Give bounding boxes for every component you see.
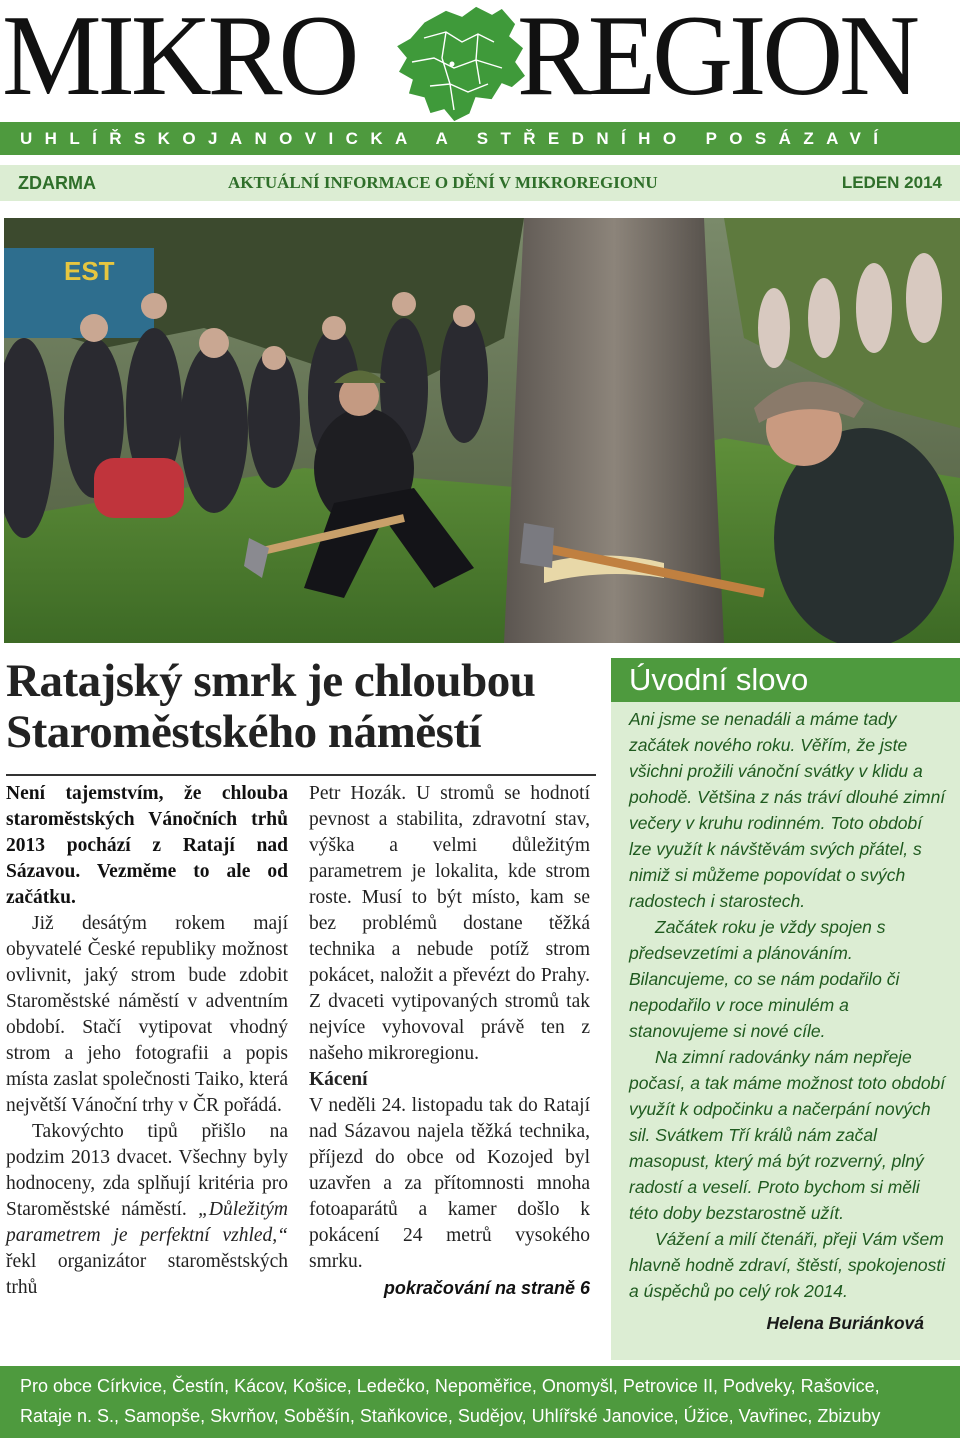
- sidebar-signature: Helena Buriánková: [766, 1313, 924, 1333]
- article-headline: [6, 656, 606, 758]
- headline-rule: [6, 774, 596, 776]
- editorial-sidebar: [611, 658, 960, 1360]
- info-bar: [0, 165, 960, 201]
- sidebar-paragraph: Na zimní radovánky nám nepřeje počasí, a tak máme možnost toto období využít k odpočinku a načerpání nových sil. Svátkem Tří králů nám začal masopust, který má být rozverný, plný radostí a veselí. Proto bychom si měli této doby bezstarostně užít.: [629, 1047, 946, 1223]
- masthead-word-left: MIKRO: [2, 0, 356, 120]
- tagline: AKTUÁLNÍ INFORMACE O DĚNÍ V MIKROREGIONU: [228, 173, 658, 192]
- sidebar-title: Úvodní slovo: [611, 658, 960, 702]
- sidebar-paragraph: Vážení a milí čtenáři, přeji Vám všem hlavně hodně zdraví, štěstí, spokojenosti a úspěchů po celý rok 2014.: [629, 1229, 946, 1301]
- article-paragraph: V neděli 24. listopadu tak do Ratají nad Sázavou najela těžká technika, příjezd do obce od Kozojed byl uzavřen a za přítomnosti mnoha fotoaparátů a kamer došlo k pokácení 24 metrů vysokého smrku.: [309, 1095, 590, 1272]
- article-paragraph: Již desátým rokem mají obyvatelé České republiky možnost ovlivnit, jaký strom bude zdobit Staroměstské náměstí v adventním období. Stačí vytipovat vhodný strom a jeho fotografii a popis místa zaslat společnosti Taiko, která největší Vánoční trhy v ČR pořádá.: [6, 913, 288, 1116]
- svg-text:EST: EST: [64, 256, 115, 286]
- paragraph-text: řekl organizátor staroměstských trhů: [6, 1251, 288, 1298]
- continued-link[interactable]: pokračování na straně 6: [383, 1278, 590, 1298]
- subtitle-band: [0, 122, 960, 155]
- footer-line-1: Pro obce Církvice, Čestín, Kácov, Košice, Ledečko, Nepoměřice, Onomyšl, Petrovice II, Podveky, Rašovice,: [20, 1376, 880, 1396]
- price-label: ZDARMA: [18, 172, 96, 193]
- article-lead: Není tajemstvím, že chlouba staroměstských Vánočních trhů 2013 pochází z Ratají nad Sázavou. Vezměme to ale od začátku.: [6, 783, 288, 908]
- sidebar-body: [611, 702, 960, 1336]
- masthead: [0, 0, 960, 122]
- masthead-word-right: REGION: [517, 0, 917, 120]
- article-column-2: [309, 781, 590, 1301]
- article-column-1: [6, 781, 288, 1301]
- article-paragraph: [6, 1119, 288, 1301]
- sidebar-paragraph: Ani jsme se nenadáli a máme tady začátek nového roku. Věřím, že jste všichni prožili vánoční svátky v klidu a pohodě. Většina z nás tráví dlouhé zimní večery v kruhu rodinném. Toto období lze využít k návštěvám svých přátel, s nimiž si můžeme popovídat o svých radostech i starostech.: [629, 709, 946, 911]
- masthead-subtitle: UHLÍŘSKOJANOVICKA A STŘEDNÍHO POSÁZAVÍ: [20, 128, 891, 148]
- article-paragraph: Petr Hozák. U stromů se hodnotí pevnost a stabilita, zdravotní stav, výška a velmi důležitým parametrem je lokalita, kde strom roste. Musí to být místo, kam se bez problémů dostane těžká technika a nebude potíž strom pokácet, naložit a převézt do Prahy. Z dvaceti vytipovaných stromů tak nejvíce vyhovoval právě ten z našeho mikroregionu.: [309, 783, 590, 1064]
- region-map-logo: [384, 2, 534, 130]
- footer-municipalities: [0, 1366, 960, 1438]
- headline-line-1: Ratajský smrk je chloubou: [6, 655, 536, 707]
- footer-line-2: Rataje n. S., Samopše, Skvrňov, Soběšín, Staňkovice, Sudějov, Uhlířské Janovice, Úžice, Vavřinec, Zbizuby: [20, 1406, 881, 1426]
- article-quote: „Důležitým parametrem je perfektní vzhled,“: [6, 1199, 288, 1246]
- article-subhead: Kácení: [309, 1069, 368, 1090]
- cover-photo: [4, 218, 960, 643]
- issue-date: LEDEN 2014: [841, 173, 942, 192]
- sidebar-paragraph: Začátek roku je vždy spojen s předsevzetími a plánováním. Bilancujeme, co se nám podařilo či nepodařilo v roce minulém a stanovujeme si nové cíle.: [629, 917, 900, 1041]
- headline-line-2: Staroměstského náměstí: [6, 706, 482, 758]
- paragraph-text: Takovýchto tipů přišlo na podzim 2013 dvacet. Všechny byly hodnoceny, zda splňují kritéria pro Staroměstské náměstí.: [6, 1121, 288, 1220]
